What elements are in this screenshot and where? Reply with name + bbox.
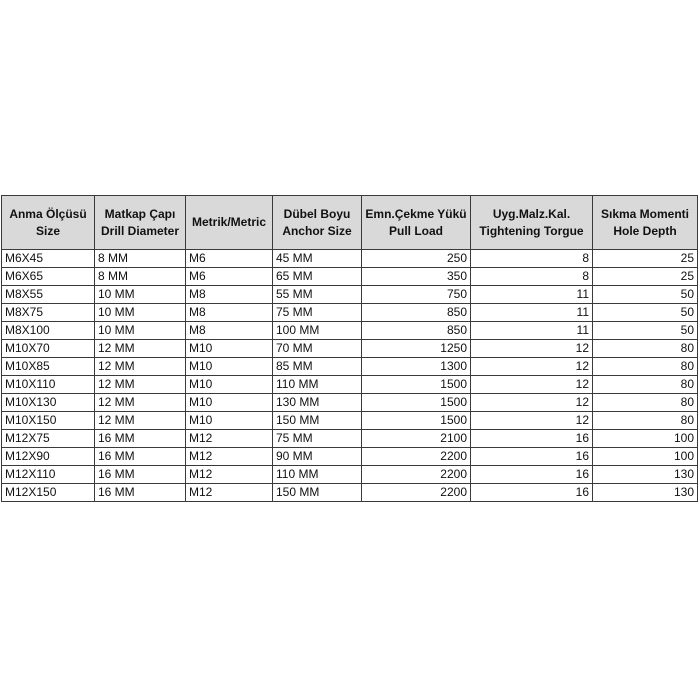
cell-anchor-size: 110 MM xyxy=(273,466,362,484)
cell-tightening-torque: 11 xyxy=(471,322,593,340)
cell-metric: M8 xyxy=(186,322,273,340)
cell-tightening-torque: 11 xyxy=(471,304,593,322)
cell-metric: M10 xyxy=(186,358,273,376)
table-header xyxy=(2,196,698,250)
cell-metric: M12 xyxy=(186,448,273,466)
cell-size: M8X55 xyxy=(2,286,95,304)
header-size-en: Size xyxy=(35,223,60,238)
cell-metric: M8 xyxy=(186,304,273,322)
cell-tightening-torque: 11 xyxy=(471,286,593,304)
cell-hole-depth: 80 xyxy=(593,376,698,394)
cell-pull-load: 1250 xyxy=(362,340,471,358)
cell-size: M10X150 xyxy=(2,412,95,430)
cell-hole-depth: 130 xyxy=(593,466,698,484)
table-row xyxy=(2,448,698,466)
cell-tightening-torque: 16 xyxy=(471,430,593,448)
cell-size: M6X65 xyxy=(2,268,95,286)
cell-hole-depth: 50 xyxy=(593,322,698,340)
cell-anchor-size: 55 MM xyxy=(273,286,362,304)
cell-size: M6X45 xyxy=(2,250,95,268)
header-row xyxy=(2,196,698,250)
cell-metric: M12 xyxy=(186,484,273,502)
cell-tightening-torque: 16 xyxy=(471,448,593,466)
cell-metric: M8 xyxy=(186,286,273,304)
cell-pull-load: 2100 xyxy=(362,430,471,448)
header-drill-diameter-en: Drill Diameter xyxy=(100,223,180,238)
cell-tightening-torque: 12 xyxy=(471,358,593,376)
table-row xyxy=(2,394,698,412)
cell-metric: M12 xyxy=(186,466,273,484)
table-row xyxy=(2,484,698,502)
header-hole-depth-tr: Sıkma Momenti xyxy=(600,206,690,221)
cell-anchor-size: 75 MM xyxy=(273,430,362,448)
cell-pull-load: 1300 xyxy=(362,358,471,376)
cell-pull-load: 750 xyxy=(362,286,471,304)
table-row xyxy=(2,304,698,322)
cell-anchor-size: 65 MM xyxy=(273,268,362,286)
cell-drill-diameter: 10 MM xyxy=(95,322,186,340)
cell-tightening-torque: 12 xyxy=(471,394,593,412)
cell-tightening-torque: 12 xyxy=(471,376,593,394)
cell-pull-load: 1500 xyxy=(362,394,471,412)
cell-hole-depth: 50 xyxy=(593,304,698,322)
cell-pull-load: 2200 xyxy=(362,484,471,502)
cell-hole-depth: 100 xyxy=(593,448,698,466)
cell-drill-diameter: 12 MM xyxy=(95,412,186,430)
cell-size: M8X75 xyxy=(2,304,95,322)
header-drill-diameter-tr: Matkap Çapı xyxy=(104,206,176,221)
cell-pull-load: 1500 xyxy=(362,412,471,430)
cell-tightening-torque: 16 xyxy=(471,466,593,484)
cell-drill-diameter: 8 MM xyxy=(95,250,186,268)
header-size-tr: Anma Ölçüsü xyxy=(9,206,87,221)
table-row xyxy=(2,286,698,304)
header-hole-depth xyxy=(593,196,698,250)
cell-drill-diameter: 12 MM xyxy=(95,376,186,394)
cell-pull-load: 1500 xyxy=(362,376,471,394)
cell-size: M10X70 xyxy=(2,340,95,358)
cell-anchor-size: 45 MM xyxy=(273,250,362,268)
cell-anchor-size: 90 MM xyxy=(273,448,362,466)
header-tightening-torque-en: Tightening Torgue xyxy=(479,223,584,238)
cell-drill-diameter: 10 MM xyxy=(95,286,186,304)
table-row xyxy=(2,466,698,484)
cell-drill-diameter: 16 MM xyxy=(95,448,186,466)
cell-metric: M10 xyxy=(186,340,273,358)
cell-drill-diameter: 10 MM xyxy=(95,304,186,322)
cell-size: M8X100 xyxy=(2,322,95,340)
cell-hole-depth: 130 xyxy=(593,484,698,502)
cell-drill-diameter: 8 MM xyxy=(95,268,186,286)
table-body xyxy=(2,250,698,502)
cell-anchor-size: 110 MM xyxy=(273,376,362,394)
table-row xyxy=(2,340,698,358)
cell-drill-diameter: 16 MM xyxy=(95,466,186,484)
cell-size: M10X85 xyxy=(2,358,95,376)
cell-metric: M10 xyxy=(186,394,273,412)
table-row xyxy=(2,268,698,286)
cell-drill-diameter: 12 MM xyxy=(95,394,186,412)
cell-pull-load: 350 xyxy=(362,268,471,286)
cell-metric: M6 xyxy=(186,250,273,268)
header-tightening-torque-tr: Uyg.Malz.Kal. xyxy=(492,206,571,221)
cell-pull-load: 2200 xyxy=(362,466,471,484)
table-row xyxy=(2,430,698,448)
table-row xyxy=(2,358,698,376)
cell-metric: M12 xyxy=(186,430,273,448)
cell-tightening-torque: 12 xyxy=(471,340,593,358)
table-row xyxy=(2,412,698,430)
cell-hole-depth: 80 xyxy=(593,394,698,412)
header-pull-load-tr: Emn.Çekme Yükü xyxy=(365,206,467,221)
cell-pull-load: 2200 xyxy=(362,448,471,466)
header-hole-depth-en: Hole Depth xyxy=(613,223,677,238)
cell-tightening-torque: 8 xyxy=(471,268,593,286)
cell-anchor-size: 130 MM xyxy=(273,394,362,412)
cell-pull-load: 850 xyxy=(362,322,471,340)
cell-hole-depth: 50 xyxy=(593,286,698,304)
header-tightening-torque xyxy=(471,196,593,250)
table-row xyxy=(2,250,698,268)
cell-hole-depth: 80 xyxy=(593,412,698,430)
cell-anchor-size: 150 MM xyxy=(273,484,362,502)
cell-metric: M10 xyxy=(186,412,273,430)
cell-anchor-size: 70 MM xyxy=(273,340,362,358)
cell-drill-diameter: 12 MM xyxy=(95,340,186,358)
cell-pull-load: 250 xyxy=(362,250,471,268)
cell-drill-diameter: 16 MM xyxy=(95,484,186,502)
anchor-spec-table xyxy=(1,195,698,502)
cell-anchor-size: 75 MM xyxy=(273,304,362,322)
cell-size: M12X110 xyxy=(2,466,95,484)
header-metric-label: Metrik/Metric xyxy=(191,215,267,229)
header-anchor-size xyxy=(273,196,362,250)
cell-hole-depth: 25 xyxy=(593,250,698,268)
header-pull-load xyxy=(362,196,471,250)
cell-tightening-torque: 8 xyxy=(471,250,593,268)
cell-pull-load: 850 xyxy=(362,304,471,322)
header-anchor-size-tr: Dübel Boyu xyxy=(283,206,351,221)
cell-size: M12X90 xyxy=(2,448,95,466)
header-metric xyxy=(186,196,273,250)
header-pull-load-en: Pull Load xyxy=(389,223,443,238)
cell-anchor-size: 85 MM xyxy=(273,358,362,376)
cell-hole-depth: 80 xyxy=(593,358,698,376)
cell-drill-diameter: 12 MM xyxy=(95,358,186,376)
header-size xyxy=(2,196,95,250)
cell-size: M12X75 xyxy=(2,430,95,448)
cell-size: M12X150 xyxy=(2,484,95,502)
cell-drill-diameter: 16 MM xyxy=(95,430,186,448)
cell-tightening-torque: 16 xyxy=(471,484,593,502)
cell-metric: M10 xyxy=(186,376,273,394)
header-drill-diameter xyxy=(95,196,186,250)
cell-size: M10X110 xyxy=(2,376,95,394)
cell-anchor-size: 100 MM xyxy=(273,322,362,340)
cell-anchor-size: 150 MM xyxy=(273,412,362,430)
header-anchor-size-en: Anchor Size xyxy=(282,223,352,238)
cell-hole-depth: 100 xyxy=(593,430,698,448)
cell-hole-depth: 25 xyxy=(593,268,698,286)
table-row xyxy=(2,322,698,340)
cell-size: M10X130 xyxy=(2,394,95,412)
cell-hole-depth: 80 xyxy=(593,340,698,358)
cell-tightening-torque: 12 xyxy=(471,412,593,430)
cell-metric: M6 xyxy=(186,268,273,286)
table-row xyxy=(2,376,698,394)
